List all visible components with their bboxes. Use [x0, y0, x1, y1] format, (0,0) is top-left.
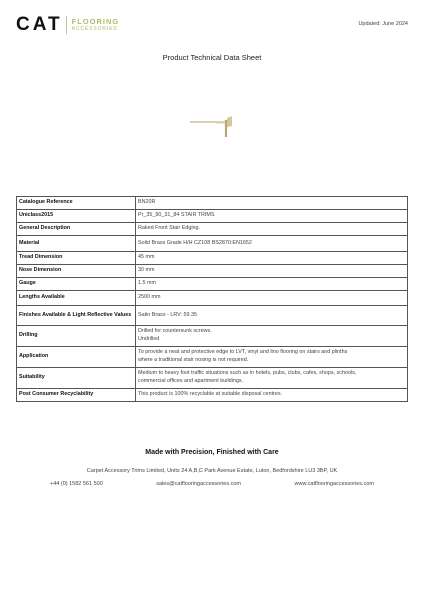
spec-value-line: Solid Brass Grade H/H CZ108 BS2870:EN1652	[138, 239, 252, 246]
spec-label: General Description	[17, 223, 136, 236]
spec-label: Suitability	[17, 368, 136, 389]
spec-row	[17, 278, 408, 291]
spec-value	[136, 210, 408, 223]
spec-value-line: 1.5 mm	[138, 280, 156, 287]
spec-row	[17, 210, 408, 223]
spec-label: Nose Dimension	[17, 265, 136, 278]
logo-subtitle-line-1: FLOORING	[71, 16, 120, 26]
spec-value	[136, 368, 408, 389]
spec-row	[17, 252, 408, 265]
spec-row	[17, 223, 408, 236]
cat-logo	[16, 14, 119, 36]
spec-label: Finishes Available & Light Reflective Values	[17, 306, 136, 326]
spec-value	[136, 389, 408, 402]
spec-value	[136, 197, 408, 210]
logo-subtitle	[72, 18, 120, 33]
spec-row	[17, 326, 408, 347]
spec-value	[136, 265, 408, 278]
website-link[interactable]: www.catflooringaccessories.com	[294, 481, 374, 487]
page-title: Product Technical Data Sheet	[162, 53, 262, 62]
page-header	[16, 14, 408, 38]
logo-subtitle-line-2: ACCESSORIES	[71, 25, 118, 32]
spec-value-line: where a traditional stair nosing is not required.	[138, 357, 249, 363]
updated-date: Updated: June 2024	[358, 21, 408, 27]
spec-row	[17, 306, 408, 326]
spec-value-line: Pr_35_90_31_84 STAIR TRIMS	[138, 212, 215, 219]
spec-value	[136, 223, 408, 236]
spec-label: Drilling	[17, 326, 136, 347]
spec-value-line: Medium to heavy foot traffic situations such as in hotels, pubs, clubs, cafes, shops, schools,	[138, 370, 357, 377]
spec-label: Gauge	[17, 278, 136, 291]
spec-value-line: Undrilled	[138, 336, 160, 342]
spec-value	[136, 326, 408, 347]
spec-row	[17, 368, 408, 389]
contact-row	[50, 481, 374, 487]
spec-label: Uniclass2015	[17, 210, 136, 223]
spec-value	[136, 236, 408, 252]
spec-label: Post Consumer Recyclability	[17, 389, 136, 402]
spec-row	[17, 265, 408, 278]
spec-value-line: commercial offices and apartment buildings.	[138, 378, 244, 384]
spec-value-line: Raked Front Stair Edging.	[138, 225, 201, 232]
spec-row	[17, 197, 408, 210]
spec-label: Material	[17, 236, 136, 252]
company-address: Carpet Accessory Trims Limited, Units 24 A,B,C Park Avenue Estate, Luton, Bedfordshire LU3 3BP, UK	[86, 468, 338, 474]
logo-wordmark: CAT	[16, 14, 63, 35]
spec-label: Application	[17, 347, 136, 368]
spec-row	[17, 389, 408, 402]
spec-label: Lengths Available	[17, 291, 136, 306]
spec-row	[17, 291, 408, 306]
product-image	[186, 110, 236, 140]
email-link[interactable]: sales@catflooringaccessories.com	[156, 481, 242, 487]
spec-value	[136, 347, 408, 368]
spec-value-line: To provide a neat and protective edge to LVT, vinyl and lino flooring on stairs and plinths	[138, 349, 348, 356]
spec-row	[17, 347, 408, 368]
spec-value-line: This product is 100% recyclable at suitable disposal centres.	[138, 391, 283, 398]
spec-row	[17, 236, 408, 252]
spec-value-line: BN20R	[138, 199, 156, 206]
spec-value	[136, 306, 408, 326]
footer-tagline: Made with Precision, Finished with Care	[145, 449, 279, 456]
spec-value-line: 30 mm	[138, 267, 155, 274]
spec-value	[136, 291, 408, 306]
spec-value-line: Satin Brass - LRV: 59.35	[138, 311, 198, 318]
spec-table	[16, 196, 408, 402]
spec-value	[136, 278, 408, 291]
logo-divider	[66, 16, 67, 34]
phone-number: +44 (0) 1582 561 500	[50, 481, 103, 487]
spec-value-line: 45 mm	[138, 254, 155, 261]
spec-value-line: 2500 mm	[138, 294, 161, 301]
spec-value	[136, 252, 408, 265]
spec-label: Tread Dimension	[17, 252, 136, 265]
spec-value-line: Drilled for countersunk screws.	[138, 328, 212, 335]
spec-label: Catalogue Reference	[17, 197, 136, 210]
